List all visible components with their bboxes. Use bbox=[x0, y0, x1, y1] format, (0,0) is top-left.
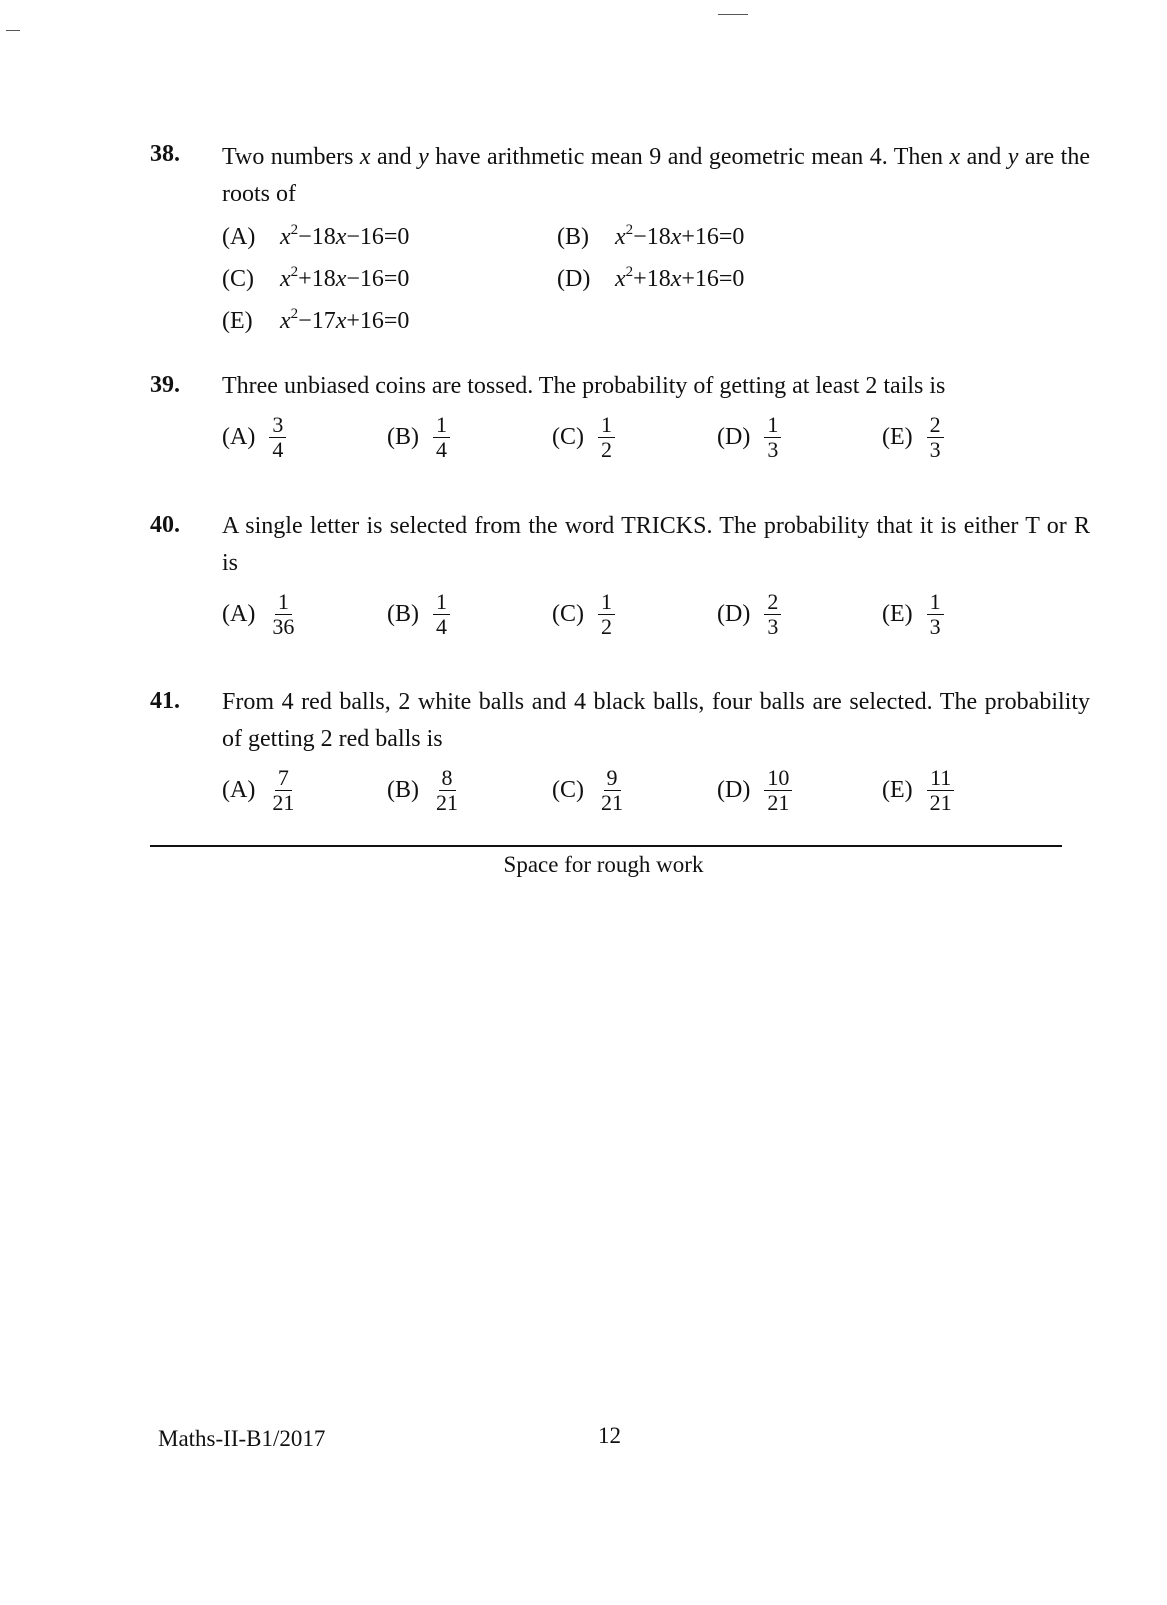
exponent: 2 bbox=[625, 264, 634, 280]
expr-part: −16=0 bbox=[346, 224, 410, 250]
numerator: 10 bbox=[764, 766, 792, 791]
option-label: (B) bbox=[387, 601, 419, 627]
question-40 bbox=[150, 508, 1090, 639]
var-x: x bbox=[335, 224, 347, 250]
question-number: 40. bbox=[150, 512, 180, 538]
var-x: x bbox=[615, 266, 626, 292]
option-label: (D) bbox=[717, 601, 751, 627]
denominator: 21 bbox=[436, 790, 458, 815]
expr-part: −18 bbox=[633, 224, 671, 250]
option-a[interactable] bbox=[222, 590, 387, 639]
option-label: (E) bbox=[882, 424, 913, 450]
rough-work-divider bbox=[150, 845, 1062, 847]
var-x: x bbox=[280, 308, 291, 334]
denominator: 4 bbox=[436, 437, 447, 462]
option-e[interactable] bbox=[222, 303, 557, 339]
fraction bbox=[927, 413, 944, 462]
numerator: 9 bbox=[604, 766, 621, 791]
fraction bbox=[269, 413, 286, 462]
option-label: (A) bbox=[222, 601, 256, 627]
numerator: 1 bbox=[927, 590, 944, 615]
denominator: 3 bbox=[767, 614, 779, 639]
var-x: x bbox=[280, 224, 291, 250]
numerator: 11 bbox=[927, 766, 954, 791]
paper-code: Maths-II-B1/2017 bbox=[158, 1426, 326, 1451]
denominator: 21 bbox=[767, 790, 790, 815]
text-part: and bbox=[370, 144, 419, 170]
rough-work-label: Space for rough work bbox=[503, 852, 704, 877]
var-x: x bbox=[335, 308, 347, 334]
denominator: 21 bbox=[929, 790, 952, 815]
numerator: 1 bbox=[275, 590, 292, 615]
var-x: x bbox=[670, 224, 682, 250]
denominator: 3 bbox=[929, 614, 941, 639]
option-label: (E) bbox=[882, 777, 913, 803]
exponent: 2 bbox=[290, 222, 299, 238]
fraction bbox=[764, 413, 781, 462]
option-label: (A) bbox=[222, 224, 256, 250]
option-label: (B) bbox=[387, 777, 419, 803]
question-number: 41. bbox=[150, 688, 180, 714]
option-b[interactable] bbox=[387, 766, 552, 815]
expr-part: +16=0 bbox=[681, 224, 745, 250]
option-c[interactable] bbox=[552, 413, 717, 462]
options-list bbox=[222, 766, 1090, 815]
numerator: 1 bbox=[433, 413, 450, 438]
expr-part: +18 bbox=[298, 266, 336, 292]
exponent: 2 bbox=[290, 264, 299, 280]
numerator: 7 bbox=[275, 766, 292, 791]
expr-part: −16=0 bbox=[346, 266, 410, 292]
numerator: 8 bbox=[439, 766, 456, 791]
option-e[interactable] bbox=[882, 766, 1047, 815]
option-d[interactable] bbox=[557, 261, 892, 297]
option-label: (E) bbox=[222, 308, 253, 334]
scan-mark-top-right bbox=[718, 14, 748, 15]
option-b[interactable] bbox=[557, 219, 892, 255]
option-d[interactable] bbox=[717, 590, 882, 639]
var-x: x bbox=[280, 266, 291, 292]
option-label: (C) bbox=[222, 266, 254, 292]
numerator: 3 bbox=[269, 413, 286, 438]
page-number: 12 bbox=[598, 1423, 621, 1448]
question-number: 39. bbox=[150, 372, 180, 398]
option-b[interactable] bbox=[387, 590, 552, 639]
fraction bbox=[433, 413, 450, 462]
option-e[interactable] bbox=[882, 590, 1047, 639]
var-x: x bbox=[615, 224, 626, 250]
denominator: 2 bbox=[601, 614, 612, 639]
option-a[interactable] bbox=[222, 413, 387, 462]
text-part: are the roots of bbox=[222, 144, 1090, 207]
question-38 bbox=[150, 139, 1090, 339]
option-label: (B) bbox=[387, 424, 419, 450]
numerator: 2 bbox=[764, 590, 781, 615]
question-text: From 4 red balls, 2 white balls and 4 black balls, four balls are selected. The probability of getting 2 red balls is bbox=[222, 689, 1090, 752]
var-x: x bbox=[670, 266, 682, 292]
option-label: (D) bbox=[557, 266, 591, 292]
text-part: and bbox=[960, 144, 1008, 170]
exponent: 2 bbox=[625, 222, 634, 238]
fraction bbox=[598, 590, 615, 639]
option-label: (A) bbox=[222, 424, 256, 450]
option-a[interactable] bbox=[222, 219, 557, 255]
var-y: y bbox=[418, 144, 429, 170]
denominator: 3 bbox=[767, 437, 779, 462]
options-list bbox=[222, 413, 1090, 462]
var-x: x bbox=[949, 144, 961, 170]
numerator: 1 bbox=[433, 590, 450, 615]
text-part: Two numbers bbox=[222, 144, 360, 170]
denominator: 2 bbox=[601, 437, 612, 462]
option-label: (B) bbox=[557, 224, 589, 250]
option-label: (D) bbox=[717, 777, 751, 803]
question-number: 38. bbox=[150, 141, 180, 167]
question-39 bbox=[150, 368, 1090, 462]
option-c[interactable] bbox=[552, 766, 717, 815]
var-x: x bbox=[359, 144, 371, 170]
expr-part: +18 bbox=[633, 266, 671, 292]
var-y: y bbox=[1007, 144, 1019, 170]
option-label: (E) bbox=[882, 601, 913, 627]
option-label: (C) bbox=[552, 601, 584, 627]
option-label: (A) bbox=[222, 777, 256, 803]
numerator: 1 bbox=[598, 413, 615, 438]
question-41 bbox=[150, 684, 1090, 815]
fraction bbox=[927, 766, 955, 815]
option-label: (D) bbox=[717, 424, 751, 450]
expr-part: +16=0 bbox=[681, 266, 745, 292]
exponent: 2 bbox=[290, 306, 299, 322]
option-c[interactable] bbox=[222, 261, 557, 297]
scan-mark-top-left bbox=[6, 30, 20, 31]
fraction bbox=[269, 766, 297, 815]
fraction bbox=[433, 766, 461, 815]
expr-part: +16=0 bbox=[346, 308, 410, 334]
options-list bbox=[222, 590, 1090, 639]
var-x: x bbox=[335, 266, 347, 292]
denominator: 4 bbox=[272, 437, 284, 462]
denominator: 4 bbox=[436, 614, 447, 639]
expr-part: −17 bbox=[298, 308, 336, 334]
option-c[interactable] bbox=[552, 590, 717, 639]
question-text: Three unbiased coins are tossed. The probability of getting at least 2 tails is bbox=[222, 373, 946, 399]
option-label: (C) bbox=[552, 424, 584, 450]
option-b[interactable] bbox=[387, 413, 552, 462]
options-list bbox=[222, 219, 1090, 339]
denominator: 21 bbox=[272, 790, 295, 815]
fraction bbox=[764, 766, 792, 815]
fraction bbox=[598, 766, 626, 815]
numerator: 2 bbox=[927, 413, 944, 438]
question-text bbox=[222, 139, 1090, 213]
fraction bbox=[433, 590, 450, 639]
denominator: 3 bbox=[929, 437, 941, 462]
option-d[interactable] bbox=[717, 766, 882, 815]
question-text: A single letter is selected from the word TRICKS. The probability that it is either T or R is bbox=[222, 513, 1090, 576]
numerator: 1 bbox=[764, 413, 781, 438]
expr-part: −18 bbox=[298, 224, 336, 250]
fraction bbox=[598, 413, 615, 462]
denominator: 36 bbox=[272, 614, 295, 639]
text-part: have arithmetic mean 9 and geometric mean 4. Then bbox=[428, 144, 950, 170]
denominator: 21 bbox=[601, 790, 623, 815]
option-a[interactable] bbox=[222, 766, 387, 815]
fraction bbox=[927, 590, 944, 639]
option-d[interactable] bbox=[717, 413, 882, 462]
fraction bbox=[764, 590, 781, 639]
fraction bbox=[269, 590, 297, 639]
numerator: 1 bbox=[598, 590, 615, 615]
option-label: (C) bbox=[552, 777, 584, 803]
option-e[interactable] bbox=[882, 413, 1047, 462]
